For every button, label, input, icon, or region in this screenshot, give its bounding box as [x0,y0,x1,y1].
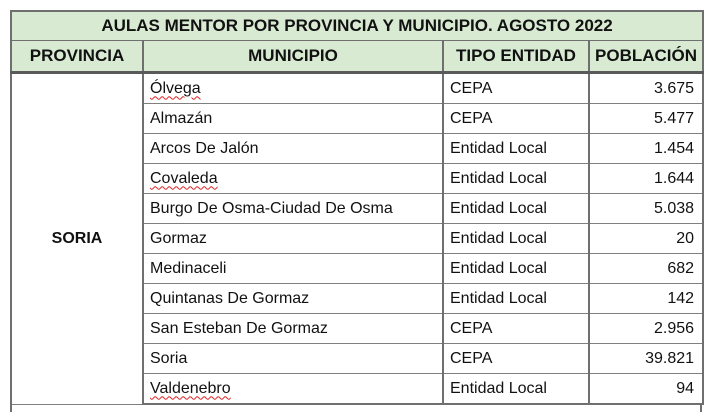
municipio-cell[interactable] [143,164,443,194]
table-title: AULAS MENTOR POR PROVINCIA Y MUNICIPIO. AGOSTO 2022 [11,11,703,41]
tipo-entidad-cell[interactable]: Entidad Local [443,374,589,405]
tipo-entidad-cell[interactable]: Entidad Local [443,224,589,254]
aulas-mentor-table [10,10,704,405]
municipio-text: Arcos De Jalón [150,139,259,157]
table-body [11,73,703,405]
poblacion-cell[interactable]: 94 [589,374,703,405]
poblacion-cell[interactable]: 1.454 [589,134,703,164]
header-municipio: MUNICIPIO [143,41,443,73]
title-row [11,11,703,41]
municipio-text: San Esteban De Gormaz [150,319,328,337]
poblacion-cell[interactable]: 142 [589,284,703,314]
poblacion-cell[interactable]: 2.956 [589,314,703,344]
tipo-entidad-cell[interactable]: CEPA [443,104,589,134]
header-provincia: PROVINCIA [11,41,143,73]
municipio-text: Covaleda [150,169,218,187]
tipo-entidad-cell[interactable]: Entidad Local [443,284,589,314]
municipio-text: Gormaz [150,229,207,247]
municipio-cell[interactable] [143,314,443,344]
poblacion-cell[interactable]: 39.821 [589,344,703,374]
municipio-cell[interactable] [143,344,443,374]
poblacion-cell[interactable]: 5.038 [589,194,703,224]
tipo-entidad-cell[interactable]: CEPA [443,344,589,374]
municipio-text: Medinaceli [150,259,227,277]
municipio-cell[interactable] [143,254,443,284]
municipio-text: Valdenebro [150,379,231,397]
tipo-entidad-cell[interactable]: Entidad Local [443,194,589,224]
poblacion-cell[interactable]: 3.675 [589,73,703,104]
municipio-cell[interactable] [143,284,443,314]
municipio-text: Almazán [150,109,213,127]
municipio-text: Soria [150,349,188,367]
poblacion-cell[interactable]: 5.477 [589,104,703,134]
municipio-text: Burgo De Osma-Ciudad De Osma [150,199,393,217]
header-tipo-entidad: TIPO ENTIDAD [443,41,589,73]
tipo-entidad-cell[interactable]: Entidad Local [443,134,589,164]
header-poblacion: POBLACIÓN [589,41,703,73]
spreadsheet-table-container [10,10,702,405]
tipo-entidad-cell[interactable]: CEPA [443,314,589,344]
table-row [11,73,703,104]
municipio-cell[interactable] [143,134,443,164]
municipio-cell[interactable] [143,374,443,405]
municipio-text: Ólvega [150,79,201,97]
provincia-cell[interactable]: SORIA [11,73,143,405]
municipio-cell[interactable] [143,194,443,224]
municipio-text: Quintanas De Gormaz [150,289,310,307]
header-row [11,41,703,73]
poblacion-cell[interactable]: 682 [589,254,703,284]
municipio-cell[interactable] [143,224,443,254]
tipo-entidad-cell[interactable]: CEPA [443,73,589,104]
municipio-cell[interactable] [143,73,443,104]
tipo-entidad-cell[interactable]: Entidad Local [443,164,589,194]
municipio-cell[interactable] [143,104,443,134]
tipo-entidad-cell[interactable]: Entidad Local [443,254,589,284]
poblacion-cell[interactable]: 1.644 [589,164,703,194]
poblacion-cell[interactable]: 20 [589,224,703,254]
